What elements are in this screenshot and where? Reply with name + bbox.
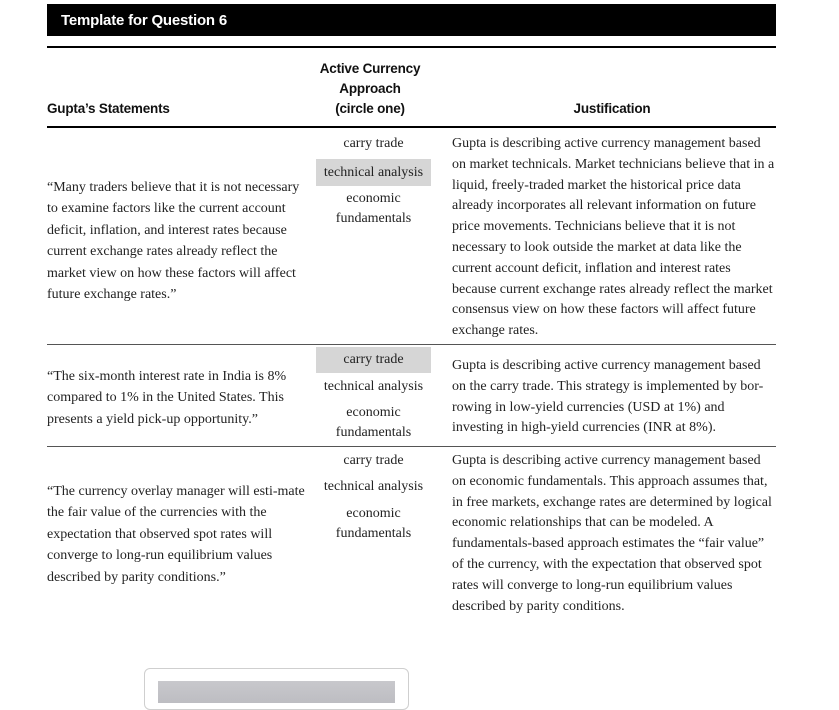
statement-2: “The six-month interest rate in India is 8% compared to 1% in the United States. This presents a yield pick-up opportunity.” — [47, 369, 287, 427]
row2-option-technical-analysis[interactable]: technical analysis — [323, 379, 424, 394]
row-divider-1 — [47, 344, 776, 345]
header-approach-line2: Approach — [339, 81, 401, 96]
row2-option-carry-trade[interactable]: carry trade — [316, 347, 431, 373]
row3-option-carry-trade[interactable]: carry trade — [343, 453, 404, 468]
row1-option-carry-trade[interactable]: carry trade — [343, 136, 404, 151]
header-approach — [316, 59, 424, 119]
header-statements: Gupta’s Statements — [47, 101, 170, 116]
row1-option-technical-analysis[interactable]: technical analysis — [316, 159, 431, 186]
row2-option-economic-fundamentals[interactable]: economic fundamentals — [335, 405, 412, 440]
top-rule — [47, 46, 776, 48]
header-rule — [47, 126, 776, 128]
statement-3: “The currency overlay manager will esti-mate the fair value of the currencies with the expectation that observed spot rates will converge to long-run equilibrium values described by parity conditions.” — [47, 484, 305, 585]
justification-2: Gupta is describing active currency management based on the carry trade. This strategy is implemented by bor-rowing in low-yield currencies (USD at 1%) and investing in high-yield currencies (INR at 8%). — [452, 358, 764, 436]
justification-3: Gupta is describing active currency management based on economic fundamentals. This approach assumes that, in free markets, exchange rates are determined by logical economic relationships that can be modeled. A fundamentals-based approach estimates the “fair value” of the currency, with the expectation that observed spot rates will converge to long-run equilibrium values described by parity conditions. — [452, 453, 772, 614]
row-divider-2 — [47, 446, 776, 447]
row3-option-economic-fundamentals[interactable]: economic fundamentals — [335, 506, 412, 541]
header-approach-line1: Active Currency — [319, 61, 421, 76]
bottom-card-bar — [158, 681, 395, 703]
justification-1: Gupta is describing active currency management based on market technicals. Market technicians believe that in a liquid, freely-traded market the historical price data already incorporates all relevant information on future price movements. Technicians believe that it is not necessary to look outside the market at data like the current account deficit, inflation and interest rates because current exchange rates already reflect the market consensus view on how these factors will affect future exchange rates. — [452, 136, 775, 339]
header-justification: Justification — [573, 101, 651, 116]
row3-option-technical-analysis[interactable]: technical analysis — [323, 479, 424, 494]
bottom-card — [144, 668, 409, 710]
template-title: Template for Question 6 — [47, 4, 776, 36]
statement-1: “Many traders believe that it is not necessary to examine factors like the current account deficit, inflation, and interest rates because current exchange rates already reflect the market view on how these factors will affect future exchange rates.” — [47, 180, 300, 303]
row1-option-economic-fundamentals[interactable]: economic fundamentals — [335, 191, 412, 226]
header-approach-line3: (circle one) — [335, 101, 405, 116]
